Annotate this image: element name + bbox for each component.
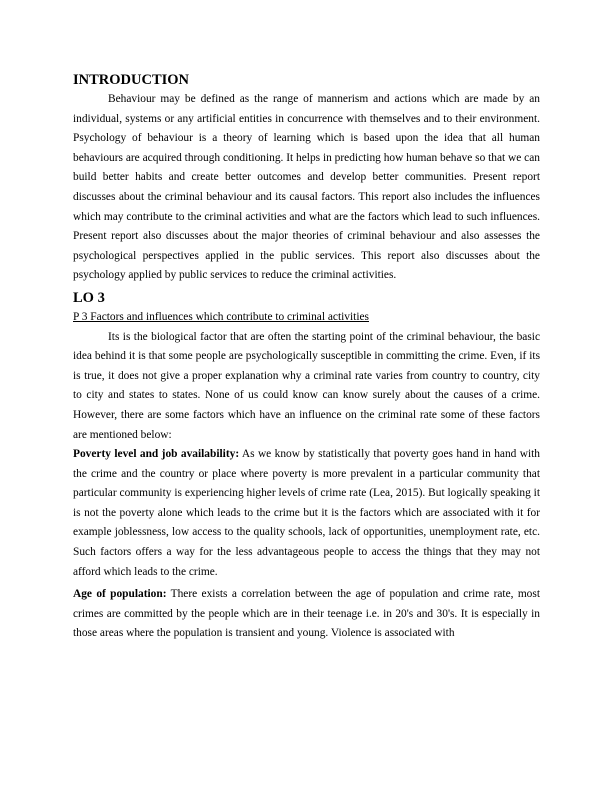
age-text: There exists a correlation between the age of population and crime rate, most crimes are committed by the people which are in their teenage i.e. in 20's and 30's. It is especially in those areas where the population is transient and young. Violence is associated with [73,588,540,640]
p3-subheading: P 3 Factors and influences which contribute to criminal activities [73,310,369,323]
age-paragraph [73,585,540,644]
document-page [73,70,540,644]
poverty-paragraph [73,445,540,582]
lo3-heading: LO 3 [73,289,105,306]
factors-intro-paragraph: Its is the biological factor that are often the starting point of the criminal behaviour, the basic idea behind it is that some people are psychologically susceptible in committing the crime. Even, if its is true, it does not give a proper explanation why a criminal rate varies from country to country, city to city and states to states. None of us could know can know surely about the causes of a crime. However, there are some factors which have an influence on the criminal rate some of these factors are mentioned below: [73,330,540,441]
poverty-text: As we know by statistically that poverty goes hand in hand with the crime and the country or place where poverty is more prevalent in a particular community that particular community is experiencing higher levels of crime rate (Lea, 2015). But logically speaking it is not the poverty alone which leads to the crime but it is the factors which are associated with it for example joblessness, low access to the quality schools, lack of opportunities, unemployment rate, etc. Such factors offers a way for the less advantageous people to access the things that they may not afford which leads to the crime. [73,448,540,578]
poverty-label: Poverty level and job availability: [73,448,240,461]
introduction-paragraph: Behaviour may be defined as the range of mannerism and actions which are made by an individual, systems or any artificial entities in concurrence with themselves and to their environment. Psychology of behaviour is a theory of learning which is based upon the idea that all human behaviours are acquired through conditioning. It helps in predicting how human behave so that we can build better habits and create better outcomes and develop better communities. Present report discusses about the criminal behaviour and its causal factors. This report also includes the influences which may contribute to the criminal activities and what are the factors which lead to such influences. Present report also discusses about the major theories of criminal behaviour and also assesses the psychological perspectives applied in the public services. This report also discusses about the psychology applied by public services to reduce the criminal activities. [73,93,540,282]
age-label: Age of population: [73,588,167,601]
introduction-heading: INTRODUCTION [73,72,190,88]
